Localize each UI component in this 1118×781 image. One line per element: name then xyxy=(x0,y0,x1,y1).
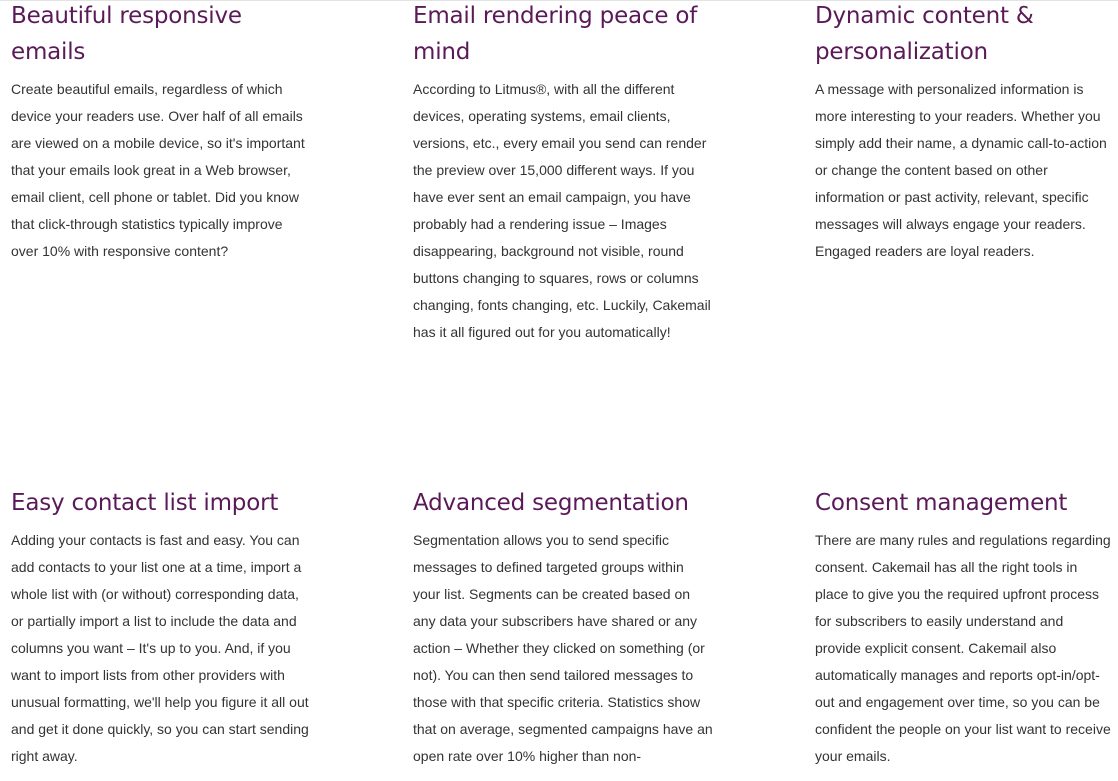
feature-email-rendering xyxy=(413,0,713,346)
feature-title: Email rendering peace of mind xyxy=(413,3,698,65)
feature-dynamic-content xyxy=(815,0,1113,265)
feature-description: Segmentation allows you to send specific messages to defined targeted groups within your list. Segments can be created based on any data your subscribers have shared or any action – Whether they clicked on something (or not). You can then send tailored messages to those with that specific criteria. Statistics show that on average, segmented campaigns have an open rate over 10% higher than non- xyxy=(413,532,713,764)
feature-contact-import xyxy=(11,485,311,770)
feature-title: Beautiful responsive emails xyxy=(11,3,242,65)
feature-consent-management xyxy=(815,485,1113,770)
feature-title: Easy contact list import xyxy=(11,490,279,516)
feature-responsive-emails xyxy=(11,0,311,265)
feature-segmentation xyxy=(413,485,713,770)
feature-title: Consent management xyxy=(815,490,1068,516)
feature-title: Dynamic content & personalization xyxy=(815,3,1034,65)
feature-title: Advanced segmentation xyxy=(413,490,689,516)
feature-description: Adding your contacts is fast and easy. You can add contacts to your list one at a time, import a whole list with (or without) corresponding data, or partially import a list to include the data and columns you want – It's up to you. And, if you want to import lists from other providers with unusual formatting, we'll help you figure it all out and get it done quickly, so you can start sending right away. xyxy=(11,532,309,764)
feature-description: According to Litmus®, with all the different devices, operating systems, email clients, versions, etc., every email you send can render the preview over 15,000 different ways. If you have ever sent an email campaign, you have probably had a rendering issue – Images disappearing, background not visible, round buttons changing to squares, rows or columns changing, fonts changing, etc. Luckily, Cakemail has it all figured out for you automatically! xyxy=(413,81,711,340)
feature-description: Create beautiful emails, regardless of which device your readers use. Over half of all emails are viewed on a mobile device, so it's important that your emails look great in a Web browser, email client, cell phone or tablet. Did you know that click-through statistics typically improve over 10% with responsive content? xyxy=(11,81,305,259)
feature-description: A message with personalized information is more interesting to your readers. Whether you simply add their name, a dynamic call-to-action or change the content based on other information or past activity, relevant, specific messages will always engage your readers. Engaged readers are loyal readers. xyxy=(815,81,1107,259)
feature-description: There are many rules and regulations regarding consent. Cakemail has all the right tools in place to give you the required upfront process for subscribers to easily understand and provide explicit consent. Cakemail also automatically manages and reports opt-in/opt-out and engagement over time, so you can be confident the people on your list want to receive your emails. xyxy=(815,532,1111,764)
